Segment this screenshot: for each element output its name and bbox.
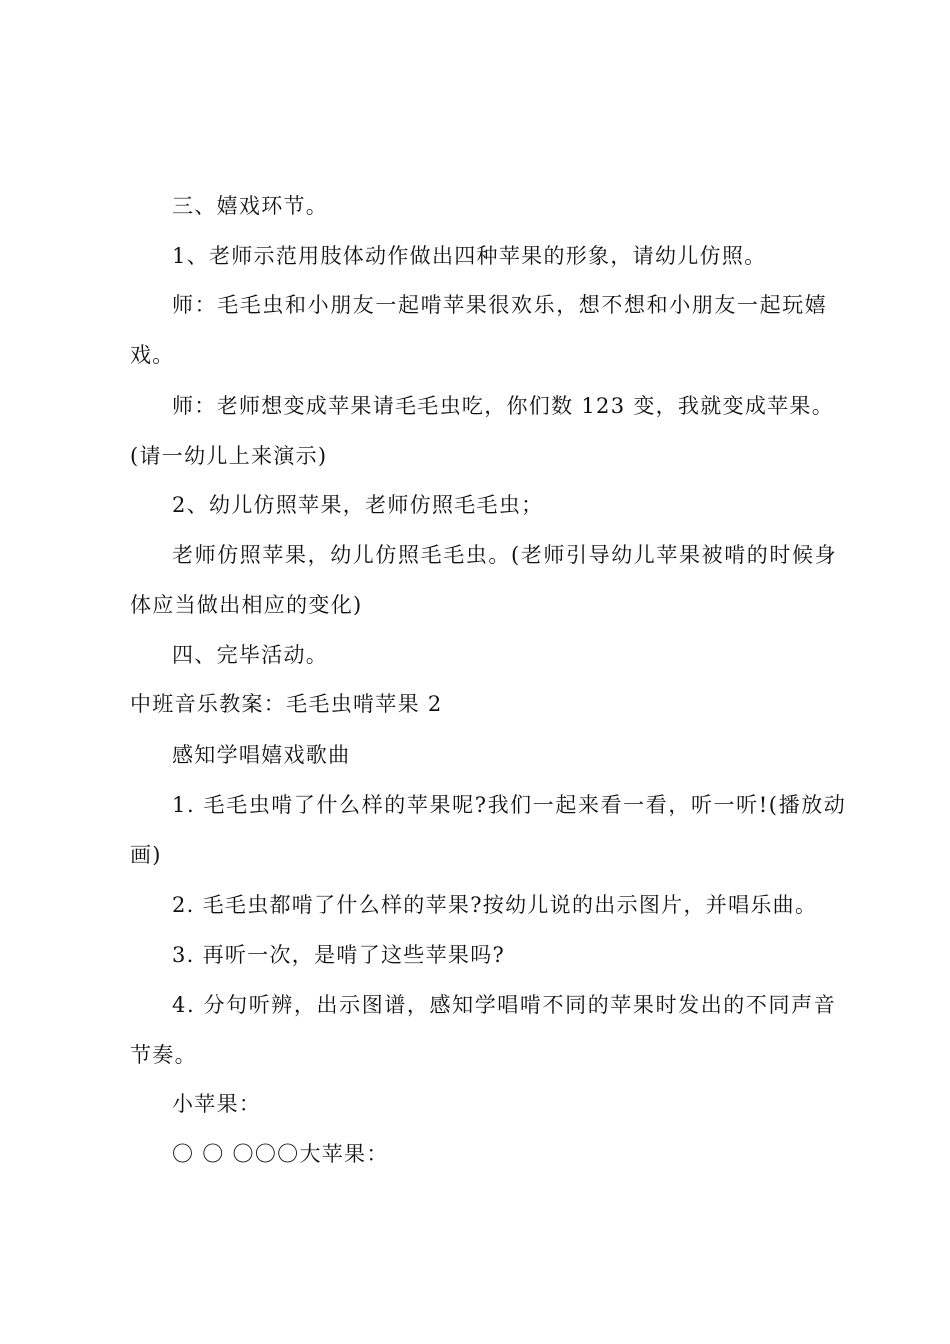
paragraph-line: 2. 毛毛虫都啃了什么样的苹果?按幼儿说的出示图片，并唱乐曲。 — [172, 893, 818, 917]
paragraph-line: 节奏。 — [130, 1043, 197, 1067]
paragraph-line: 老师仿照苹果，幼儿仿照毛毛虫。(老师引导幼儿苹果被啃的时候身 — [172, 543, 838, 567]
paragraph-line: 4. 分句听辨，出示图谱，感知学唱啃不同的苹果时发出的不同声音 — [172, 993, 837, 1017]
paragraph-line: 体应当做出相应的变化) — [130, 593, 363, 617]
section-heading-play: 三、嬉戏环节。 — [172, 194, 329, 218]
paragraph-line: (请一幼儿上来演示) — [130, 444, 328, 468]
paragraph-line: 3. 再听一次，是啃了这些苹果吗? — [172, 943, 506, 967]
paragraph-line: 感知学唱嬉戏歌曲 — [172, 743, 351, 767]
paragraph-line: 画) — [130, 843, 162, 867]
paragraph-line: 1、老师示范用肢体动作做出四种苹果的形象，请幼儿仿照。 — [172, 244, 767, 268]
paragraph-line: 2、幼儿仿照苹果，老师仿照毛毛虫； — [172, 493, 544, 517]
document-title: 中班音乐教案：毛毛虫啃苹果 2 — [130, 692, 443, 716]
paragraph-line: 戏。 — [130, 343, 175, 367]
section-heading-end: 四、完毕活动。 — [172, 643, 329, 667]
paragraph-line: 小苹果： — [172, 1092, 262, 1116]
paragraph-line: 1. 毛毛虫啃了什么样的苹果呢?我们一起来看一看，听一听!(播放动 — [172, 793, 847, 817]
paragraph-line: 师：毛毛虫和小朋友一起啃苹果很欢乐，想不想和小朋友一起玩嬉 — [172, 293, 828, 317]
paragraph-line: 〇 〇 〇〇〇大苹果： — [172, 1142, 389, 1166]
paragraph-line: 师：老师想变成苹果请毛毛虫吃，你们数 123 变，我就变成苹果。 — [172, 394, 835, 418]
